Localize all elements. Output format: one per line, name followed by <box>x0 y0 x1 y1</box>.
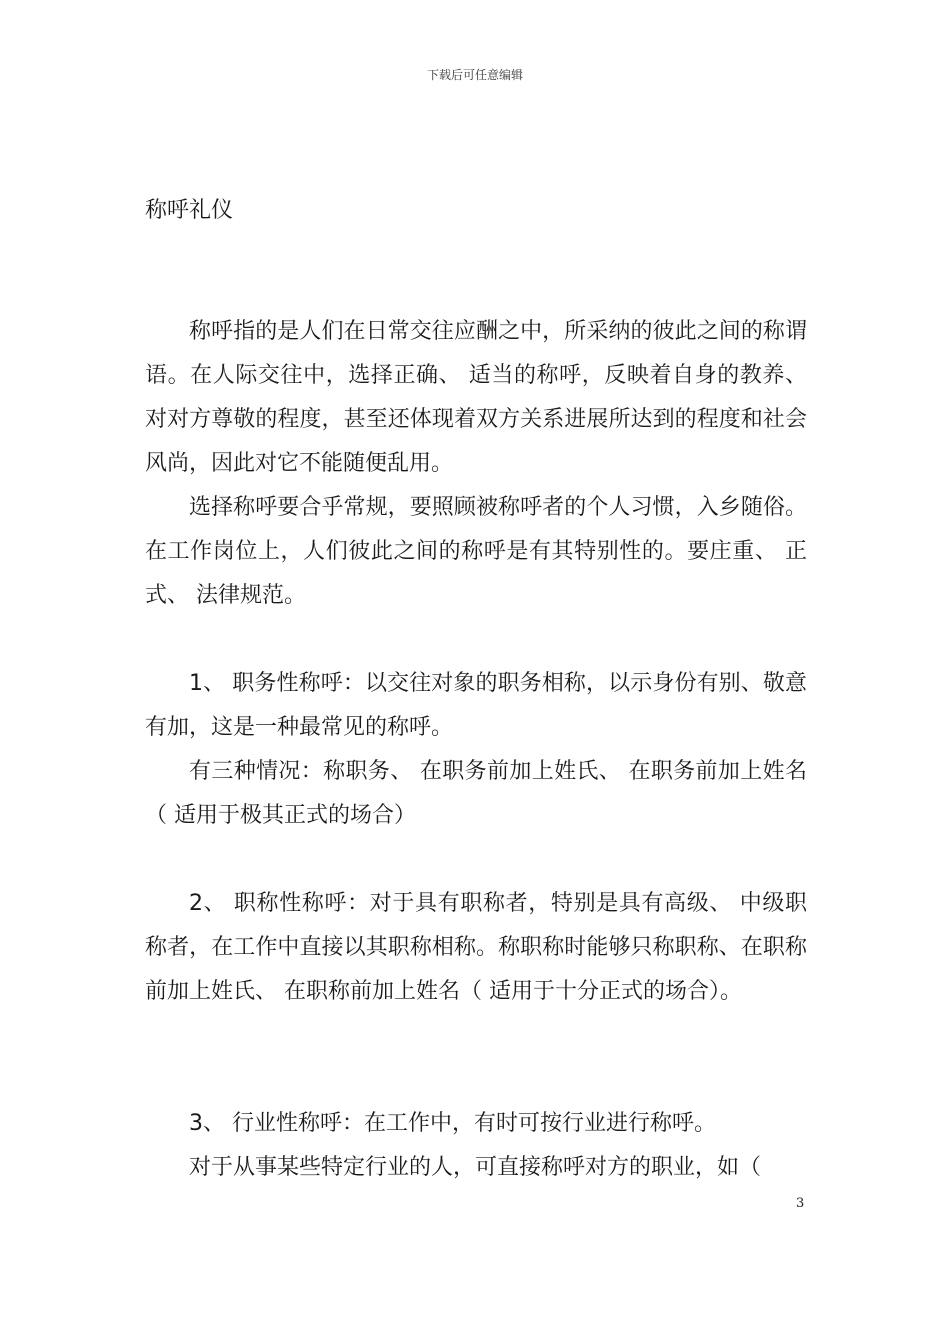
paragraph-item-1-cases: 有三种情况：称职务、 在职务前加上姓氏、 在职务前加上姓名（ 适用于极其正式的场合） <box>145 759 807 828</box>
paragraph-item-2: 2、 职称性称呼：对于具有职称者，特别是具有高级、 中级职称者，在工作中直接以其职称相称。称职称时能够只称职称、在职称前加上姓氏、 在职称前加上姓名（ 适用于十分正式的场合）。 <box>145 891 807 1004</box>
page-number: 3 <box>796 1196 805 1211</box>
paragraph-item-3: 3、 行业性称呼：在工作中，有时可按行业进行称呼。 <box>189 1111 716 1136</box>
page-header: 下载后可任意编辑 <box>426 68 523 82</box>
paragraph-intro: 称呼指的是人们在日常交往应酬之中，所采纳的彼此之间的称谓语。在人际交往中，选择正确、 适当的称呼，反映着自身的教养、 对对方尊敬的程度，甚至还体现着双方关系进展所达到的程度和社会风尚，因此对它不能随便乱用。 <box>145 319 807 476</box>
paragraph-item-1: 1、 职务性称呼：以交往对象的职务相称，以示身份有别、敬意有加，这是一种最常见的称呼。 <box>145 671 807 740</box>
paragraph-choose-address: 选择称呼要合乎常规，要照顾被称呼者的个人习惯，入乡随俗。在工作岗位上，人们彼此之间的称呼是有其特别性的。要庄重、 正式、 法律规范。 <box>145 495 807 608</box>
document-title: 称呼礼仪 <box>145 198 234 223</box>
paragraph-item-3-detail: 对于从事某些特定行业的人，可直接称呼对方的职业，如（ <box>189 1155 762 1180</box>
